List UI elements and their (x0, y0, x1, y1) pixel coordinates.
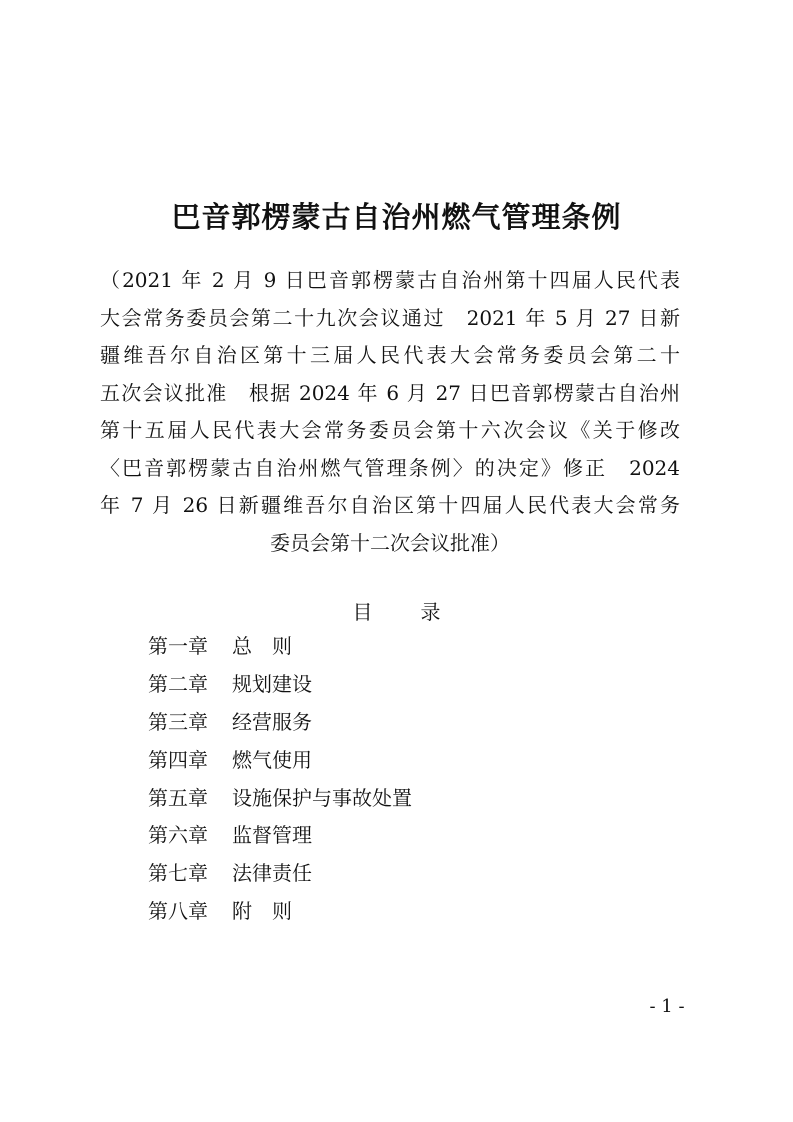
toc-item (148, 817, 628, 855)
toc-item (148, 780, 628, 818)
preamble-line: 第十五届人民代表大会常务委员会第十六次会议《关于修改 (100, 418, 680, 442)
toc-item (148, 628, 628, 666)
preamble (100, 262, 680, 562)
preamble-line: 疆维吾尔自治区第十三届人民代表大会常务委员会第二十 (100, 343, 680, 367)
toc-item (148, 704, 628, 742)
preamble-line: 年 7 月 26 日新疆维吾尔自治区第十四届人民代表大会常务 (100, 493, 680, 517)
toc-heading (0, 596, 793, 625)
toc-chapter-title: 法律责任 (232, 861, 312, 886)
toc-chapter-number: 第三章 (148, 709, 208, 734)
toc-chapter-title: 燃气使用 (232, 747, 312, 772)
preamble-line: 五次会议批准 根据 2024 年 6 月 27 日巴音郭楞蒙古自治州 (100, 380, 680, 405)
toc-chapter-number: 第七章 (148, 861, 208, 886)
toc-chapter-title: 附 则 (232, 899, 292, 924)
toc-chapter-number: 第一章 (148, 634, 208, 658)
preamble-line: 〈巴音郭楞蒙古自治州燃气管理条例〉的决定》修正 2024 (100, 455, 680, 480)
toc-heading-char: 目 (352, 600, 373, 624)
document-title: 巴音郭楞蒙古自治州燃气管理条例 (171, 200, 622, 235)
toc-heading-char: 录 (420, 600, 441, 624)
toc-chapter-title: 总 则 (232, 634, 292, 658)
toc-chapter-number: 第四章 (148, 747, 208, 772)
toc-chapter-number: 第五章 (148, 785, 208, 810)
toc-chapter-number: 第八章 (148, 899, 208, 924)
toc-item (148, 666, 628, 704)
toc-chapter-title: 监督管理 (232, 823, 312, 848)
toc-chapter-number: 第六章 (148, 823, 208, 848)
toc-item (148, 855, 628, 893)
toc-chapter-title: 经营服务 (232, 709, 312, 734)
toc-item (148, 893, 628, 931)
preamble-line: （2021 年 2 月 9 日巴音郭楞蒙古自治州第十四届人民代表 (100, 268, 680, 292)
toc-chapter-title: 规划建设 (232, 671, 312, 696)
page-number: - 1 - (649, 996, 685, 1017)
toc-chapter-number: 第二章 (148, 671, 208, 696)
table-of-contents (148, 628, 628, 931)
preamble-line: 委员会第十二次会议批准） (270, 530, 510, 555)
toc-chapter-title: 设施保护与事故处置 (232, 785, 412, 810)
toc-item (148, 742, 628, 780)
preamble-line: 大会常务委员会第二十九次会议通过 2021 年 5 月 27 日新 (100, 305, 680, 330)
